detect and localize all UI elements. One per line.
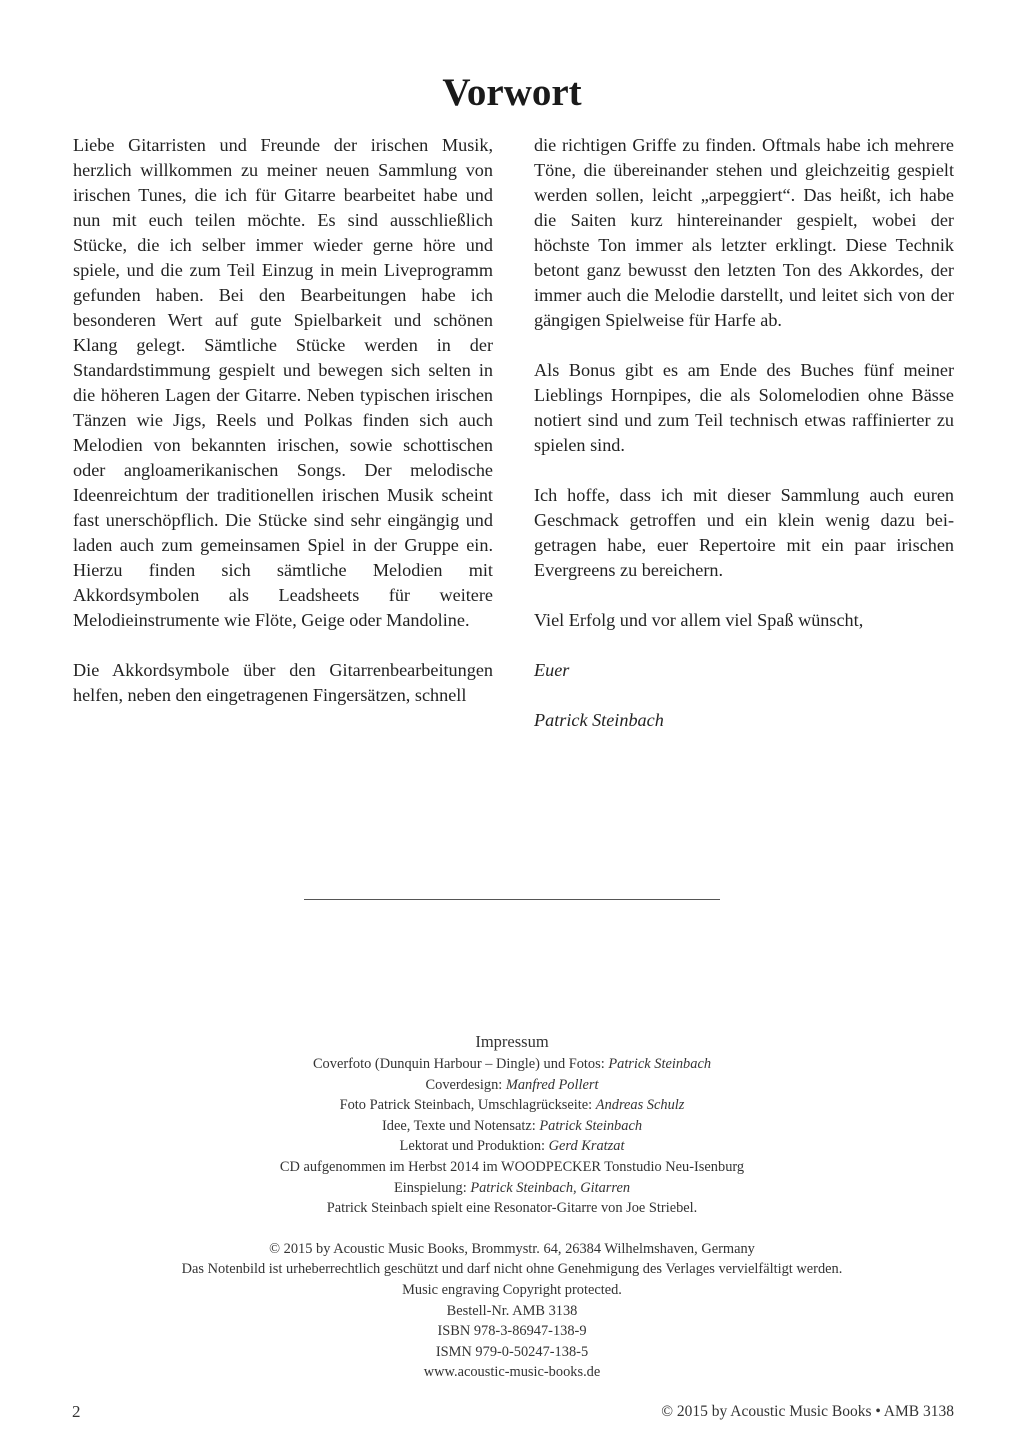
copyright-engraving: Music engraving Copyright protected. [402,1281,622,1298]
page-number: 2 [72,1402,81,1421]
credit-instrument: Patrick Steinbach spielt eine Resonator-Gitarre von Joe Striebel. [326,1200,698,1217]
ismn: ISMN 979-0-50247-138-5 [435,1343,589,1360]
impressum-spacer [0,1219,1024,1239]
footer-copyright: © 2015 by Acoustic Music Books • AMB 3138 [661,1403,954,1420]
copyright-publisher: © 2015 by Acoustic Music Books, Brommystr. 64, 26384 Wilhelmshaven, Germany [269,1240,755,1257]
credit-recording: CD aufgenommen im Herbst 2014 im WOODPECKER Tonstudio Neu-Isenburg [279,1158,745,1175]
signature-name: Patrick Steinbach [534,710,664,730]
section-divider [304,899,720,900]
credit-cover-photo: Coverfoto (Dunquin Harbour – Dingle) und Fotos: Patrick Steinbach [312,1056,712,1072]
credit-performance: Einspielung: Patrick Steinbach, Gitarren [393,1179,631,1196]
paragraph-hope: Ich hoffe, dass ich mit dieser Sammlung auch euren Geschmack getroffen und ein klein wenig dazu beigetragen habe, euer Repertoire mit ein paar irischen Evergreens zu bereichern. [534,485,954,580]
paragraph-intro: Liebe Gitarristen und Freunde der irischen Musik, herzlich willkommen zu meiner neuen Sammlung von irischen Tunes, die ich für Gitarre bearbeitet habe und nun mit euch teilen möchte. Es sind ausschließlich Stücke, die ich selber immer wieder gerne höre und spiele, und die zum Teil Einzug in mein Liveprogramm gefunden haben. Bei den Bearbeitungen habe ich besonderen Wert auf gute Spielbarkeit und schönen Klang gelegt. Sämtliche Stücke werden in der Standardstimmung gespielt und bewegen sich selten in die höheren Lagen der Gitarre. Neben typischen irischen Tänzen wie Jigs, Reels und Polkas finden sich auch Melodien von bekannten irischen, sowie schottischen oder angloamerikanischen Songs. Der melodische Ideenreichtum der traditionellen irischen Musik scheint fast unerschöpflich. Die Stücke sind sehr eingängig und laden auch zum gemeinsamen Spiel in der Gruppe ein. Hierzu finden sich sämtliche Melodien mit Akkordsymbolen als Leadsheets für weitere Melodieinstrumente wie Flöte, Geige oder Mandoline. [73,135,493,630]
credit-idea-texts: Idee, Texte und Notensatz: Patrick Steinbach [381,1117,643,1134]
isbn: ISBN 978-3-86947-138-9 [437,1323,587,1340]
page-title: Vorwort [442,71,582,114]
credit-back-photo: Foto Patrick Steinbach, Umschlagrückseite: Andreas Schulz [339,1097,685,1114]
order-number: Bestell-Nr. AMB 3138 [446,1302,578,1319]
publisher-website: www.acoustic-music-books.de [423,1364,601,1381]
left-text-column [73,133,493,733]
impressum-title: Impressum [475,1032,549,1051]
right-text-column [534,133,954,758]
credit-editing: Lektorat und Produktion: Gerd Kratzat [399,1138,625,1155]
paragraph-chords: Die Akkordsymbole über den Gitarrenbearbeitungen helfen, neben den eingetragenen Fingersätzen, schnell [73,660,493,705]
paragraph-closing: Viel Erfolg und vor allem viel Spaß wünscht, [534,610,864,630]
paragraph-bonus: Als Bonus gibt es am Ende des Buches fünf meiner Lieblings Hornpipes, die als Solomelodien ohne Bässe notiert sind und zum Teil technisch etwas raffinierter zu spielen sind. [534,360,954,455]
credit-cover-design: Coverdesign: Manfred Pollert [425,1076,599,1093]
paragraph-arpeggio: die richtigen Griffe zu finden. Oftmals habe ich mehrere Töne, die übereinander stehen und gleichzeitig gespielt werden sollen, leicht „arpeggiert“. Das heißt, ich habe die Saiten kurz hintereinander gespielt, wobei der höchste Ton immer als letzter erklingt. Diese Technik betont ganz bewusst den letzten Ton des Akkordes, der immer auch die Melodie darstellt, und leitet sich von der gängigen Spielweise für Harfe ab. [534,135,954,330]
copyright-notice: Das Notenbild ist urheberrechtlich geschützt und darf nicht ohne Genehmigung des Verlages vervielfältigt werden. [181,1261,843,1278]
impressum-block [0,1031,1024,1383]
signature-greeting: Euer [534,660,570,680]
